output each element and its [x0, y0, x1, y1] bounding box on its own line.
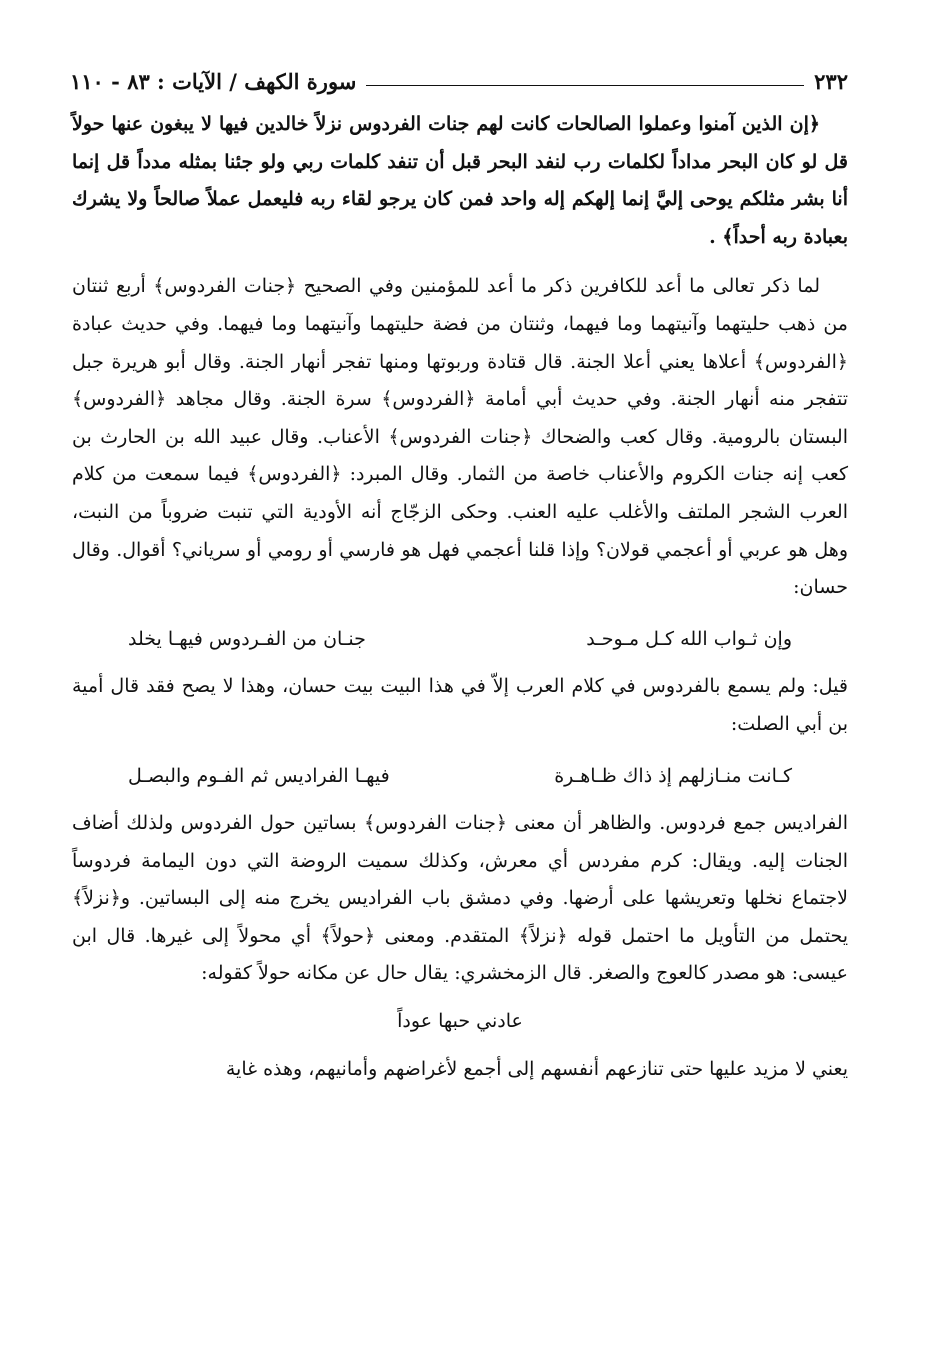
poem-second-hemistich: فيهـا الفراديس ثم الفـوم والبصـل: [128, 764, 390, 787]
poem-second-hemistich: جنـان من الفـردوس فيهـا يخلد: [128, 627, 366, 650]
poem-first-hemistich: كـانت منـازلهم إذ ذاك ظـاهـرة: [554, 764, 792, 787]
page-number: ٢٣٢: [814, 69, 848, 94]
poem-verse: [128, 758, 792, 796]
page-body: [72, 106, 848, 1088]
poem-first-hemistich: وإن ثـواب الله كـل مـوحـد: [586, 627, 792, 650]
header-rule: [366, 85, 804, 86]
page-header: [70, 60, 848, 94]
quoted-line: عادني حبها عوداً: [397, 1010, 523, 1033]
commentary-paragraph: لما ذكر تعالى ما أعد للكافرين ذكر ما أعد للمؤمنين وفي الصحيح ﴿جنات الفردوس﴾ أربع ثنتان من ذهب حليتهما وآنيتهما وما فيهما، وثنتان من فضة حليتهما وآنيتهما وما فيهما. وفي حديث عبادة ﴿الفردوس﴾ أعلاها يعني أعلا الجنة. قال قتادة وربوتها ومنها تفجر أنهار الجنة. وقال أبو هريرة جبل تتفجر منه أنهار الجنة. وفي حديث أبي أمامة ﴿الفردوس﴾ سرة الجنة. وقال مجاهد ﴿الفردوس﴾ البستان بالرومية. وقال كعب والضحاك ﴿جنات الفردوس﴾ الأعناب. وقال عبيد الله بن الحارث بن كعب إنه جنات الكروم والأعناب خاصة من الثمار. وقال المبرد: ﴿الفردوس﴾ فيما سمعت من كلام العرب الشجر الملتف والأغلب عليه العنب. وحكى الزجّاج أنه الأودية التي تنبت ضروباً من النبت، وهل هو عربي أو أعجمي قولان؟ وإذا قلنا أعجمي فهل هو فارسي أو رومي أو سرياني؟ أقوال. وقال حسان:: [72, 275, 848, 599]
running-title: سورة الكهف / الآيات : ٨٣ - ١١٠: [70, 69, 357, 94]
commentary-paragraph: قيل: ولم يسمع بالفردوس في كلام العرب إلاّ في هذا البيت بيت حسان، وهذا لا يصح فقد قال أمية بن أبي الصلت:: [72, 675, 848, 735]
commentary-paragraph: الفراديس جمع فردوس. والظاهر أن معنى ﴿جنات الفردوس﴾ بساتين حول الفردوس ولذلك أضاف الجنات إليه. ويقال: كرم مفردس أي معرش، وكذلك سميت الروضة التي دون اليمامة فردوساً لاجتماع نخلها وتعريشها على أرضها. وفي دمشق باب الفراديس يخرج منه إلى البساتين. و﴿نزلاً﴾ يحتمل من التأويل ما احتمل قوله ﴿نزلاً﴾ المتقدم. ومعنى ﴿حولاً﴾ أي محولاً إلى غيرها. قال ابن عيسى: هو مصدر كالعوج والصغر. قال الزمخشري: يقال حال عن مكانه حولاً كقوله:: [72, 812, 848, 985]
poem-verse: [128, 621, 792, 659]
quran-verse-paragraph: ﴿إن الذين آمنوا وعملوا الصالحات كانت لهم جنات الفردوس نزلاً خالدين فيها لا يبغون عنها حولاً قل لو كان البحر مداداً لكلمات رب لنفد البحر قبل أن تنفد كلمات ربي ولو جئنا بمثله مدداً قل إنما أنا بشر مثلكم يوحى إليَّ إنما إلهكم إله واحد فمن كان يرجو لقاء ربه فليعمل عملاً صالحاً ولا يشرك بعبادة ربه أحداً﴾ .: [72, 113, 848, 248]
commentary-paragraph: يعني لا مزيد عليها حتى تنازعهم أنفسهم إلى أجمع لأغراضهم وأمانيهم، وهذه غاية: [225, 1057, 848, 1080]
